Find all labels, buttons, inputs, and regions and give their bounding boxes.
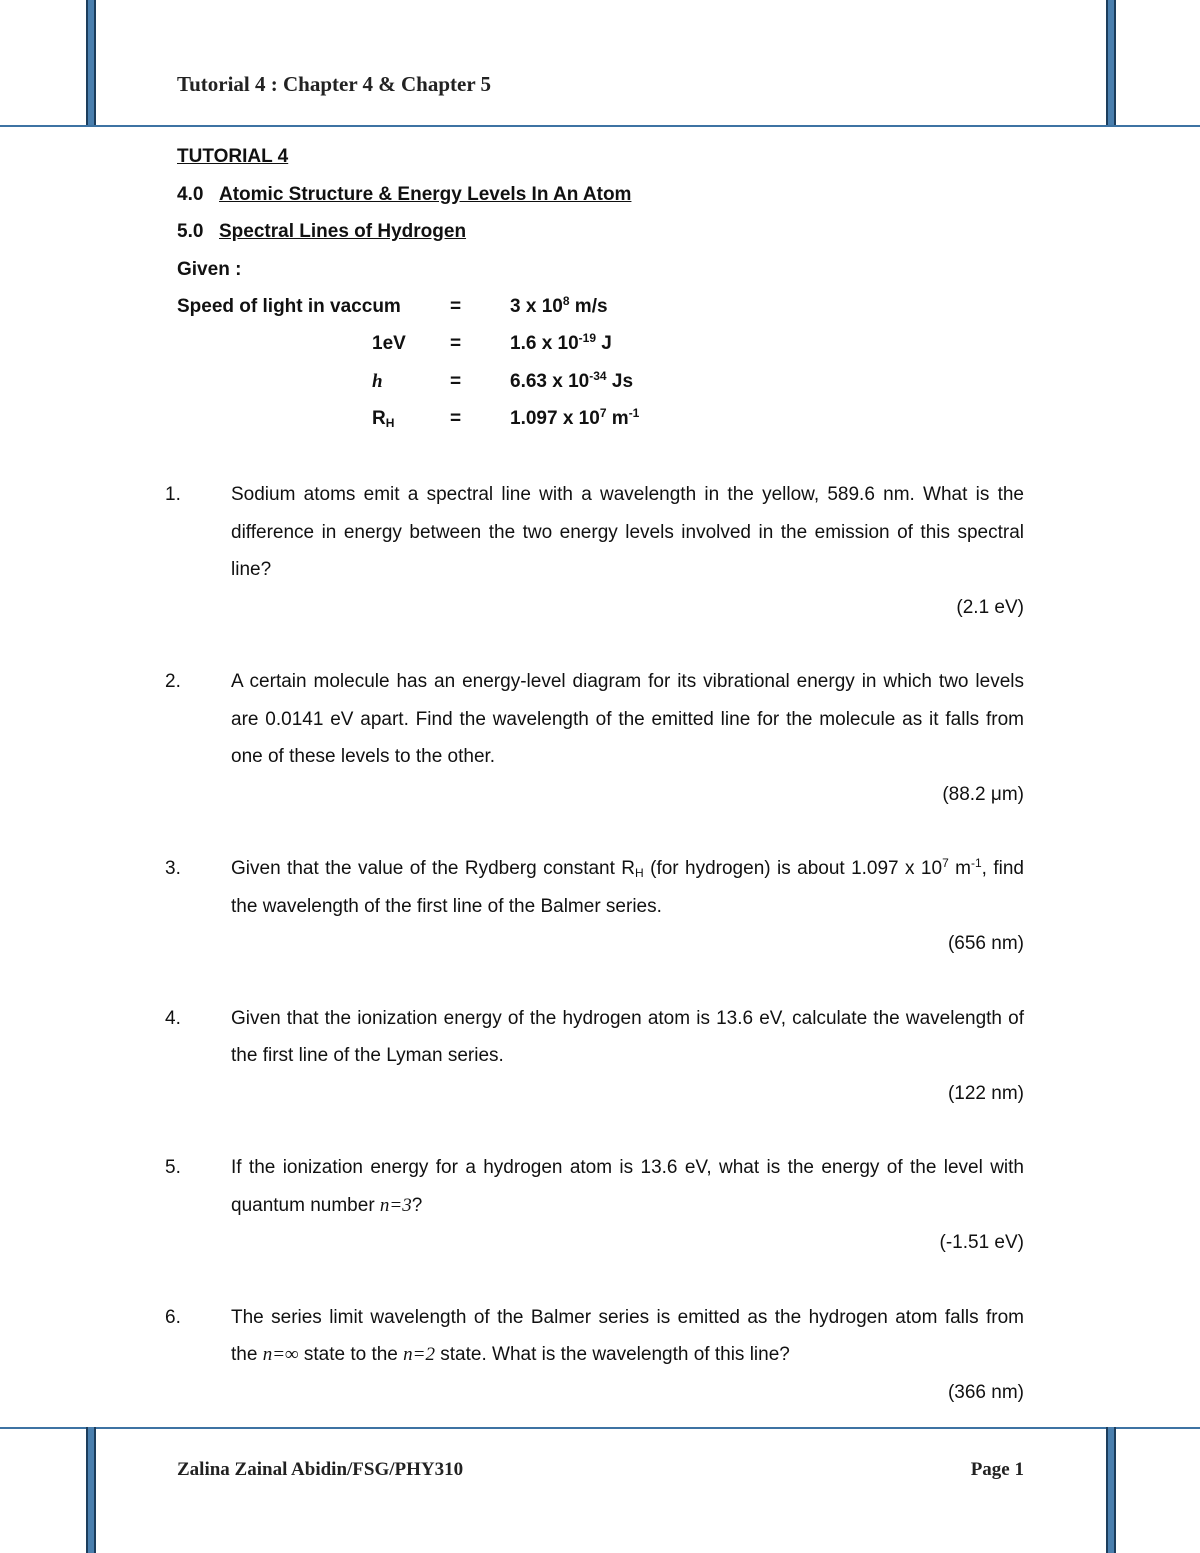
question-1 (165, 476, 1024, 626)
given-row-speed-of-light (177, 288, 639, 326)
tutorial-title (177, 138, 1024, 176)
question-answer: (656 nm) (947, 933, 1024, 954)
equals-sign: = (450, 295, 462, 317)
question-answer: (2.1 eV) (956, 596, 1024, 618)
tutorial-title-text: TUTORIAL 4 (177, 146, 289, 167)
section-title: Spectral Lines of Hydrogen (219, 221, 467, 242)
given-row-rydberg (177, 401, 639, 439)
section-number: 4.0 (177, 183, 204, 205)
question-number: 5. (165, 1157, 181, 1178)
frame-bar-bottom-right (1106, 1427, 1116, 1553)
footer-page-number: Page 1 (970, 1459, 1024, 1480)
given-row-electronvolt (177, 326, 639, 364)
question-text: Sodium atoms emit a spectral line with a wavelength in the yellow, 589.6 nm. What is the difference in energy between the two energy levels involved in the emission of this spectral line? (231, 484, 1024, 580)
question-text: Given that the value of the Rydberg constant $R_H$ (for hydrogen) is about 1.097 x $10^7$ $m^{-1}$, find the wavelength of the first line of the Balmer series. (231, 856, 1024, 917)
constant-label: h (372, 370, 383, 392)
document-body (165, 138, 1024, 1448)
section-heading-5 (177, 213, 1024, 251)
question-text: Given that the ionization energy of the hydrogen atom is 13.6 eV, calculate the wavelength of the first line of the Lyman series. (231, 1007, 1024, 1066)
page-header-title: Tutorial 4 : Chapter 4 & Chapter 5 (177, 72, 492, 96)
constant-label: 1eV (372, 333, 406, 355)
question-answer: (366 nm) (947, 1381, 1024, 1403)
constant-value: 3 x $10^8$ m/s (510, 293, 608, 317)
equals-sign: = (450, 408, 462, 430)
question-answer: (122 nm) (947, 1082, 1024, 1104)
question-6 (165, 1299, 1024, 1412)
question-text: A certain molecule has an energy-level diagram for its vibrational energy in which two levels are 0.0141 eV apart. Find the wavelength of the emitted line for the molecule as it falls from one of these levels to the other. (231, 671, 1024, 767)
question-text: The series limit wavelength of the Balmer series is emitted as the hydrogen atom falls from the n=∞ state to the n=2 state. What is the wavelength of this line? (231, 1306, 1024, 1365)
given-constants-table (177, 288, 639, 438)
question-4 (165, 1000, 1024, 1113)
question-text: If the ionization energy for a hydrogen atom is 13.6 eV, what is the energy of the level with quantum number n=3? (231, 1157, 1024, 1216)
given-label: Given : (177, 258, 242, 280)
question-5 (165, 1149, 1024, 1262)
question-number: 3. (165, 858, 181, 879)
frame-bar-top-right (1106, 0, 1116, 125)
header-rule (0, 125, 1200, 127)
question-answer: (88.2 μm) (942, 783, 1024, 805)
frame-bar-bottom-left (86, 1427, 96, 1553)
question-number: 6. (165, 1306, 181, 1328)
question-answer: (-1.51 eV) (939, 1232, 1024, 1253)
question-number: 2. (165, 671, 181, 692)
section-number: 5.0 (177, 221, 204, 242)
section-title: Atomic Structure & Energy Levels In An Atom (219, 183, 632, 205)
equals-sign: = (450, 370, 462, 392)
equals-sign: = (450, 333, 462, 355)
footer-author: Zalina Zainal Abidin/FSG/PHY310 (177, 1459, 464, 1480)
constant-value: 6.63 x $10^{-34}$ Js (510, 368, 634, 392)
constant-label: Speed of light in vaccum (177, 295, 401, 317)
question-number: 1. (165, 484, 181, 505)
constant-value: 1.097 x $10^7$ $m^{-1}$ (510, 406, 640, 430)
given-row-planck (177, 363, 639, 401)
constant-value: 1.6 x $10^{-19}$ J (510, 331, 612, 355)
question-list (165, 476, 1024, 1411)
question-number: 4. (165, 1007, 181, 1029)
question-2 (165, 663, 1024, 813)
constant-label: $R_H$ (372, 408, 395, 431)
question-3 (165, 850, 1024, 963)
section-heading-4 (177, 176, 1024, 214)
frame-bar-top-left (86, 0, 96, 125)
